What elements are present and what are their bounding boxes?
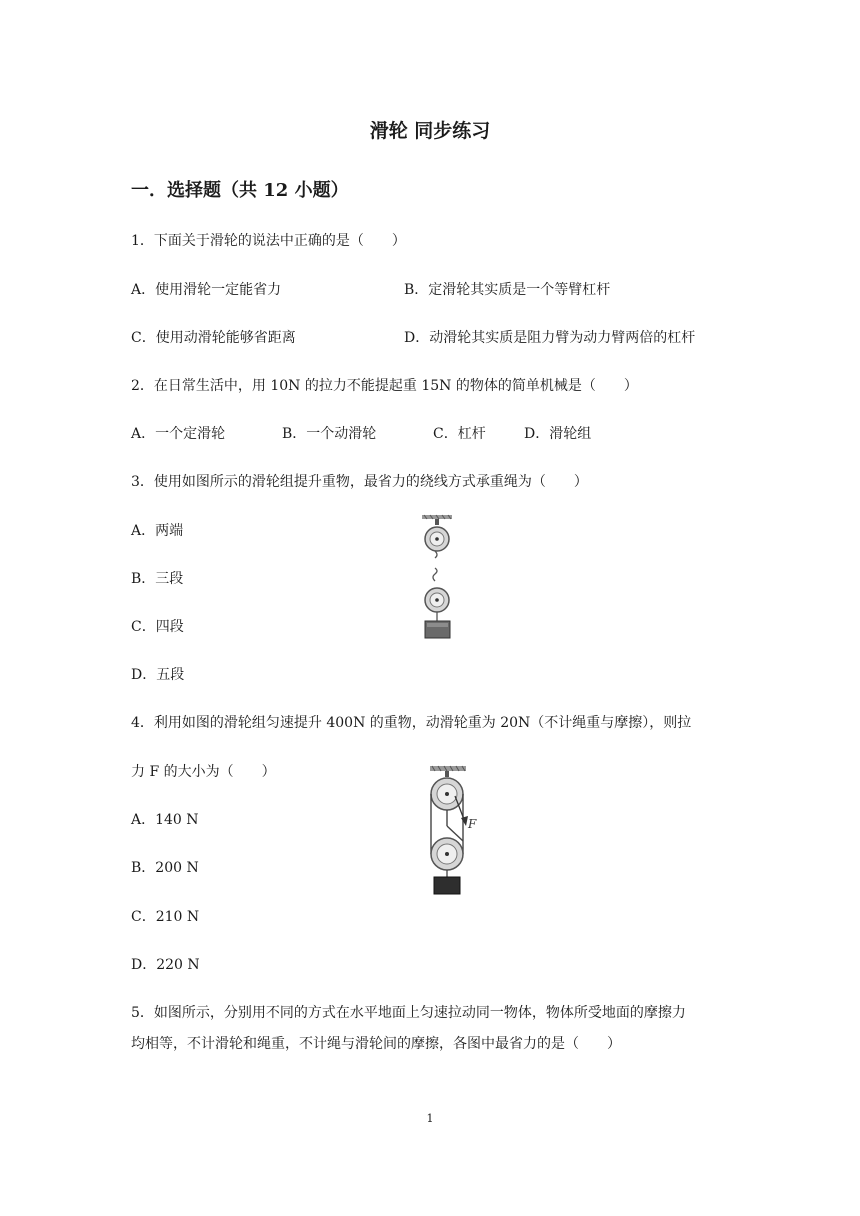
q4-option-a: A．140 N [131,812,199,828]
q5-stem-line2: 均相等，不计滑轮和绳重，不计绳与滑轮间的摩擦，各图中最省力的是（ ） [131,1036,621,1052]
q4-stem-line2: 力 F 的大小为（ ） [131,764,276,780]
q3-option-d: D．五段 [131,667,185,683]
ceiling-mount-icon [430,766,466,777]
page-title: 滑轮 同步练习 [369,120,491,142]
ceiling-mount-icon [422,515,452,525]
movable-pulley-icon [431,838,463,877]
q2-option-b: B．一个动滑轮 [282,426,377,442]
q5-stem-line1: 5．如图所示，分别用不同的方式在水平地面上匀速拉动同一物体，物体所受地面的摩擦力 [131,1005,686,1021]
q4-pulley-figure [425,766,485,896]
q4-option-b: B．200 N [131,860,199,876]
q2-option-c: C．杠杆 [433,426,486,442]
weight-block-icon [434,877,460,894]
q1-option-d: D．动滑轮其实质是阻力臂为动力臂两倍的杠杆 [404,330,696,346]
movable-pulley-icon [425,568,449,621]
q3-option-a: A．两端 [131,523,184,539]
q3-stem: 3．使用如图所示的滑轮组提升重物，最省力的绕线方式承重绳为（ ） [131,474,588,490]
q4-option-d: D．220 N [131,957,200,973]
q4-stem-line1: 4．利用如图的滑轮组匀速提升 400N 的重物，动滑轮重为 20N（不计绳重与摩擦），则拉 [131,715,692,731]
q3-option-b: B．三段 [131,571,184,587]
q3-option-c: C．四段 [131,619,184,635]
section-heading: 一．选择题（共 12 小题） [131,180,349,201]
q1-option-a: A．使用滑轮一定能省力 [131,282,282,298]
q1-option-c: C．使用动滑轮能够省距离 [131,330,296,346]
q2-option-a: A．一个定滑轮 [131,426,226,442]
q3-pulley-figure [416,515,460,640]
q2-stem: 2．在日常生活中，用 10N 的拉力不能提起重 15N 的物体的简单机械是（ ） [131,378,638,394]
fixed-pulley-icon [425,527,449,558]
weight-block-icon [425,621,450,638]
q1-stem: 1．下面关于滑轮的说法中正确的是（ ） [131,233,406,249]
force-label: F [468,817,477,831]
q1-option-b: B．定滑轮其实质是一个等臂杠杆 [404,282,611,298]
page-number: 1 [426,1112,434,1125]
q4-option-c: C．210 N [131,909,200,925]
q2-option-d: D．滑轮组 [524,426,592,442]
